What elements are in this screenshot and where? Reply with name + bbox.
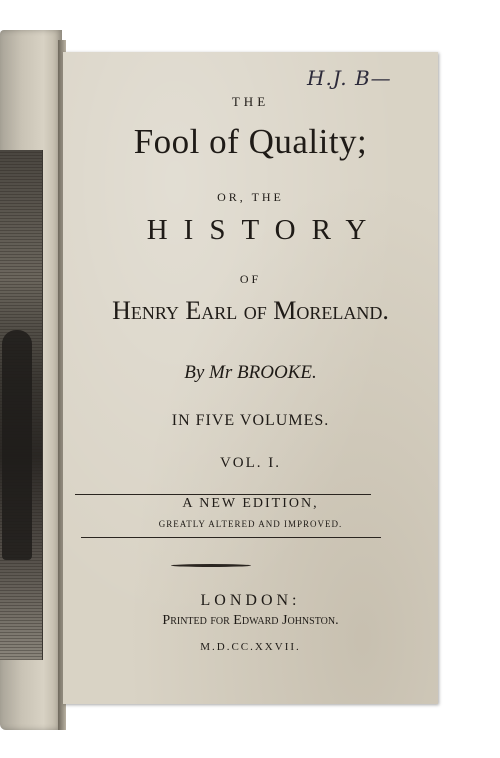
frontispiece-engraving [0,150,43,660]
imprint-place: LONDON: [200,592,301,609]
rule-bottom [81,537,381,538]
edition-line: A NEW EDITION, [182,496,319,511]
engraved-figure [2,330,32,560]
title-history: HISTORY [146,214,383,246]
ornamental-rule [171,564,251,567]
frontispiece-page [0,30,62,730]
edition-note: GREATLY ALTERED AND IMPROVED. [158,519,343,529]
imprint-printer: Printed for Edward Johnston. [162,613,339,628]
title-subject: Henry Earl of Moreland. [112,296,389,325]
title-page [63,52,438,704]
volume-number: VOL. I. [219,455,282,471]
main-title: Fool of Quality; [133,122,368,161]
ownership-signature: H.J. B— [307,66,392,90]
volumes-line: IN FIVE VOLUMES. [171,412,330,429]
title-of: OF [239,272,262,286]
author-line: By Mr BROOKE. [184,362,317,383]
imprint-date: M.D.CC.XXVII. [200,641,301,653]
title-or-the: OR, THE [217,190,284,204]
rule-top [75,494,371,495]
title-the: THE [231,94,270,109]
